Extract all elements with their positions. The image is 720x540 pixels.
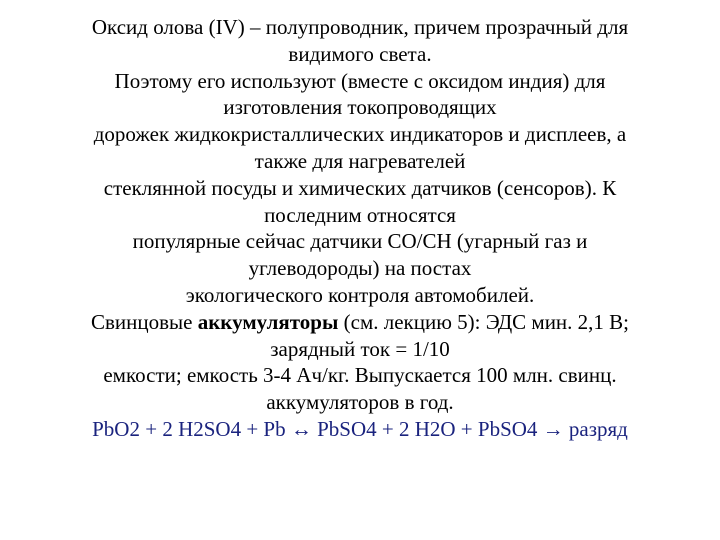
reaction-equation: PbO2 + 2 H2SO4 + Pb ↔ PbSO4 + 2 H2O + PbSO4 → разряд <box>92 416 628 441</box>
text-line: популярные сейчас датчики СО/СН (угарный газ и <box>132 229 588 254</box>
slide-body-text <box>20 14 700 443</box>
text-line: углеводороды) на постах <box>248 256 472 281</box>
text-line: видимого света. <box>288 41 432 66</box>
text-line: Поэтому его используют (вместе с оксидом индия) для <box>114 68 606 93</box>
battery-suffix: (см. лекцию 5): ЭДС мин. 2,1 В; <box>338 309 630 334</box>
text-line: изготовления токопроводящих <box>223 95 497 120</box>
text-line: экологического контроля автомобилей. <box>185 282 535 307</box>
text-line: дорожек жидкокристаллических индикаторов и дисплеев, а <box>93 122 627 147</box>
battery-prefix: Свинцовые <box>90 309 198 334</box>
text-line: последним относятся <box>264 202 456 227</box>
battery-bold-word: аккумуляторы <box>197 309 339 334</box>
battery-line-2: зарядный ток = 1/10 <box>270 336 450 361</box>
battery-line <box>20 309 700 336</box>
text-line: также для нагревателей <box>254 148 466 173</box>
battery-line-3: емкости; емкость 3-4 Ач/кг. Выпускается 100 млн. свинц. <box>103 363 617 388</box>
text-line: Оксид олова (IV) – полупроводник, причем прозрачный для <box>91 15 629 39</box>
text-line: стеклянной посуды и химических датчиков (сенсоров). К <box>103 175 617 200</box>
battery-line-4: аккумуляторов в год. <box>266 390 454 415</box>
